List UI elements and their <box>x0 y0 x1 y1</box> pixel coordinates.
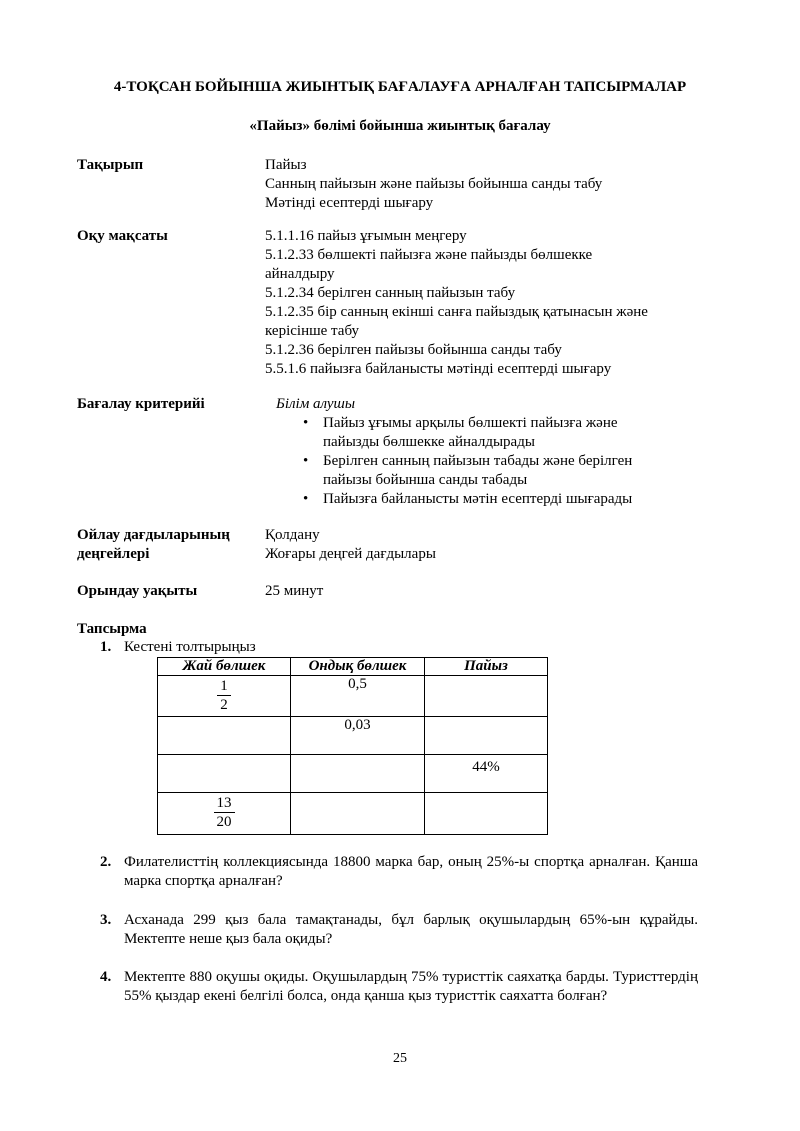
bullet-icon: • <box>303 491 309 507</box>
table-cell-decimal[interactable] <box>291 755 425 793</box>
criteria-item <box>303 414 632 452</box>
thinking-values <box>265 526 436 564</box>
thinking-label-line: деңгейлері <box>77 546 150 562</box>
thinking-label-line: Ойлау дағдыларының <box>77 527 230 543</box>
bullet-icon: • <box>303 453 309 469</box>
criteria-item-line: Берілген санның пайызын табады және берілген <box>323 453 633 469</box>
thinking-line: Қолдану <box>265 527 320 543</box>
criteria-item-line: пайызы бойынша санды табады <box>323 472 528 488</box>
objectives-values <box>265 227 648 379</box>
topic-line: Санның пайызын және пайызы бойынша санды табу <box>265 176 603 192</box>
document-title: 4-ТОҚСАН БОЙЫНША ЖИЫНТЫҚ БАҒАЛАУҒА АРНАЛҒАН ТАПСЫРМАЛАР <box>113 79 687 95</box>
question-number: 3. <box>100 912 112 928</box>
table-cell-decimal[interactable] <box>291 717 425 755</box>
thinking-label <box>77 526 230 564</box>
table-cell-percent[interactable] <box>425 676 548 717</box>
table-row <box>158 676 548 717</box>
topic-line: Пайыз <box>265 157 307 173</box>
criteria-item <box>303 452 633 490</box>
decimal-value: 0,03 <box>344 717 371 733</box>
fraction-table <box>157 657 548 835</box>
topic-values <box>265 156 602 213</box>
criteria-item-line: Пайыз ұғымы арқылы бөлшекті пайызға және <box>323 415 618 431</box>
objective-line: айналдыру <box>265 266 335 282</box>
table-cell-percent[interactable] <box>425 755 548 793</box>
fraction <box>217 677 231 714</box>
question-text: Кестені толтырыңыз <box>124 639 256 655</box>
page-number: 25 <box>393 1051 407 1066</box>
table-header: Пайыз <box>425 658 548 676</box>
question-text: Асханада 299 қыз бала тамақтанады, бұл барлық оқушылардың 65%-ын құрайды. Мектепте неше қыз бала оқиды? <box>124 912 698 947</box>
percent-value: 44% <box>472 759 500 775</box>
table-row <box>158 755 548 793</box>
objective-line: 5.1.2.35 бір санның екінші санға пайыздық қатынасын және <box>265 304 648 320</box>
fraction-numerator: 13 <box>214 794 235 813</box>
objective-line: 5.1.1.16 пайыз ұғымын меңгеру <box>265 228 467 244</box>
decimal-value: 0,5 <box>348 676 367 692</box>
table-cell-decimal[interactable] <box>291 793 425 835</box>
fraction-denominator: 2 <box>220 697 228 713</box>
topic-label: Тақырып <box>77 157 144 173</box>
time-value: 25 минут <box>265 583 324 599</box>
fraction <box>214 794 235 831</box>
fraction-numerator: 1 <box>217 677 231 696</box>
criteria-item-line: пайызды бөлшекке айналдырады <box>323 434 535 450</box>
task-heading: Тапсырма <box>77 621 147 637</box>
question-number: 4. <box>100 969 112 985</box>
objective-line: 5.5.1.6 пайызға байланысты мәтінді есептерді шығару <box>265 361 612 377</box>
criteria-list <box>303 414 633 509</box>
table-cell-fraction[interactable] <box>158 676 291 717</box>
criteria-label: Бағалау критерийі <box>77 396 205 412</box>
objectives-label: Оқу мақсаты <box>77 228 168 244</box>
fraction-denominator: 20 <box>216 814 232 830</box>
criteria-item-line: Пайызға байланысты мәтін есептерді шығарады <box>323 491 633 507</box>
table-cell-fraction[interactable] <box>158 755 291 793</box>
table-cell-percent[interactable] <box>425 793 548 835</box>
question-number: 1. <box>100 639 112 655</box>
question-text: Филателисттің коллекциясында 18800 марка бар, оның 25%-ы спортқа арналған. Қанша марка спортқа арналған? <box>124 854 698 889</box>
question-text: Мектепте 880 оқушы оқиды. Оқушылардың 75% туристтік саяхатқа барды. Туристтердің 55% қыздар екені белгілі болса, онда қанша қыз туристтік саяхатта болған? <box>124 969 698 1004</box>
objective-line: 5.1.2.36 берілген пайызы бойынша санды табу <box>265 342 562 358</box>
table-header: Ондық бөлшек <box>291 658 425 676</box>
objective-line: керісінше табу <box>265 323 360 339</box>
table-cell-decimal[interactable] <box>291 676 425 717</box>
table-row <box>158 717 548 755</box>
objective-line: 5.1.2.34 берілген санның пайызын табу <box>265 285 516 301</box>
table-header-row <box>158 658 548 676</box>
table-cell-fraction[interactable] <box>158 793 291 835</box>
topic-line: Мәтінді есептерді шығару <box>265 195 434 211</box>
question-number: 2. <box>100 854 112 870</box>
objective-line: 5.1.2.33 бөлшекті пайызға және пайызды бөлшекке <box>265 247 593 263</box>
table-cell-percent[interactable] <box>425 717 548 755</box>
criteria-item <box>303 490 633 509</box>
table-header: Жай бөлшек <box>158 658 291 676</box>
document-subtitle: «Пайыз» бөлімі бойынша жиынтық бағалау <box>249 118 551 134</box>
table-row <box>158 793 548 835</box>
bullet-icon: • <box>303 415 309 431</box>
thinking-line: Жоғары деңгей дағдылары <box>265 546 436 562</box>
criteria-intro: Білім алушы <box>276 396 356 412</box>
table-cell-fraction[interactable] <box>158 717 291 755</box>
time-label: Орындау уақыты <box>77 583 198 599</box>
